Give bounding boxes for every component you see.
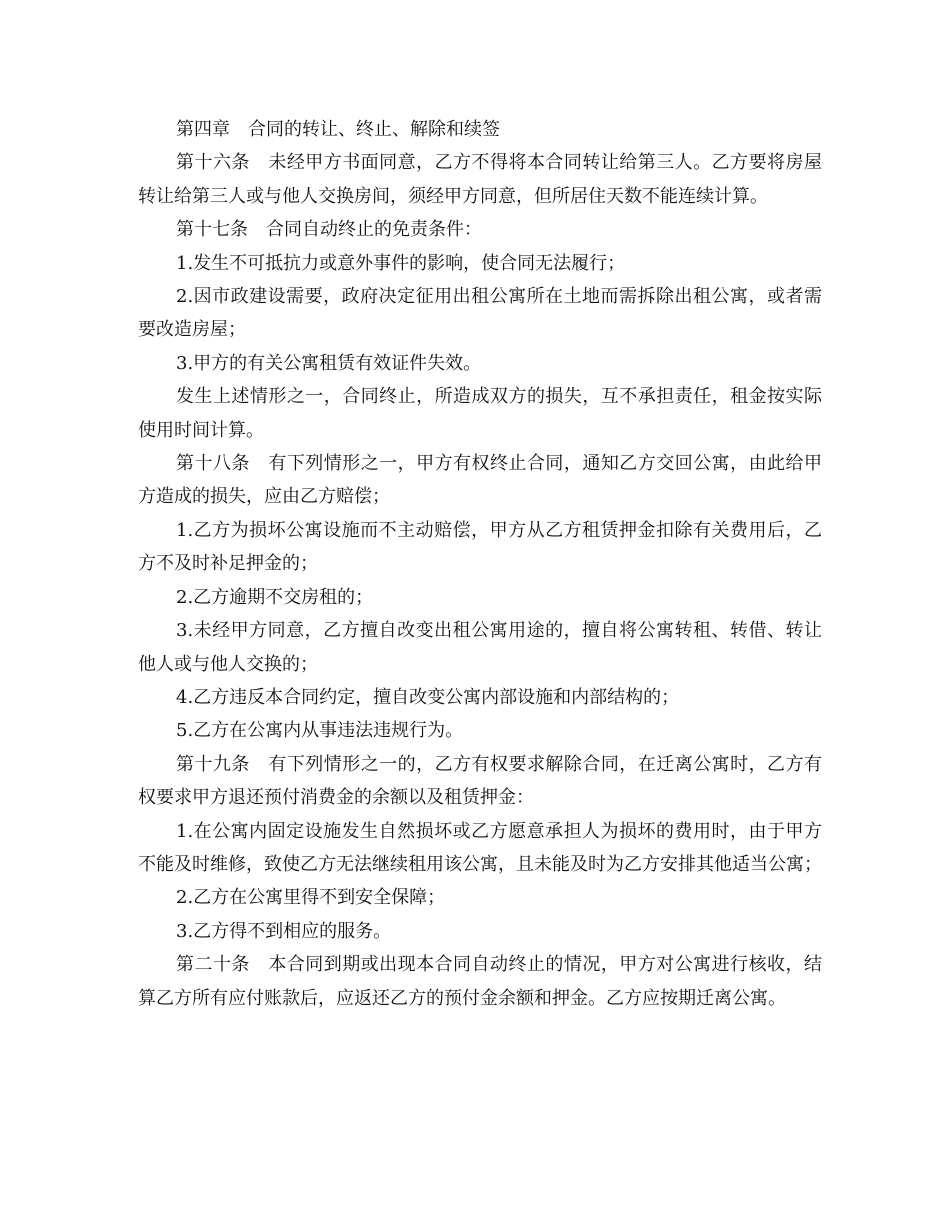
article-19-item-2: 2.乙方在公寓里得不到安全保障； [176, 887, 446, 909]
article-19-item-1: 1.在公寓内固定设施发生自然损坏或乙方愿意承担人为损坏的费用时，由于甲方不能及时维修，致使乙方无法继续租用该公寓，且未能及时为乙方安排其他适当公寓； [138, 820, 822, 875]
chapter-heading: 第四章 合同的转让、终止、解除和续签 [176, 119, 500, 140]
article-18: 第十八条 有下列情形之一，甲方有权终止合同，通知乙方交回公寓，由此给甲方造成的损失，应由乙方赔偿； [138, 453, 822, 508]
article-17-item-3: 3.甲方的有关公寓租赁有效证件失效。 [176, 352, 482, 374]
article-19-item-3: 3.乙方得不到相应的服务。 [176, 920, 392, 942]
document-body [138, 113, 822, 1015]
article-17: 第十七条 合同自动终止的免责条件： [176, 219, 482, 241]
article-20: 第二十条 本合同到期或出现本合同自动终止的情况，甲方对公寓进行核收，结算乙方所有应付账款后，应返还乙方的预付金余额和押金。乙方应按期迁离公寓。 [138, 954, 822, 1009]
article-18-item-4: 4.乙方违反本合同约定，擅自改变公寓内部设施和内部结构的； [176, 686, 680, 708]
article-17-summary: 发生上述情形之一，合同终止，所造成双方的损失，互不承担责任，租金按实际使用时间计算。 [138, 386, 822, 441]
article-17-item-2: 2.因市政建设需要，政府决定征用出租公寓所在土地而需拆除出租公寓，或者需要改造房屋； [138, 286, 822, 341]
article-18-item-3: 3.未经甲方同意，乙方擅自改变出租公寓用途的，擅自将公寓转租、转借、转让他人或与他人交换的； [138, 620, 822, 675]
article-19: 第十九条 有下列情形之一的，乙方有权要求解除合同，在迁离公寓时，乙方有权要求甲方退还预付消费金的余额以及租赁押金： [138, 753, 822, 809]
article-16: 第十六条 未经甲方书面同意，乙方不得将本合同转让给第三人。乙方要将房屋转让给第三人或与他人交换房间，须经甲方同意，但所居住天数不能连续计算。 [138, 152, 822, 207]
article-18-item-1: 1.乙方为损坏公寓设施而不主动赔偿，甲方从乙方租赁押金扣除有关费用后，乙方不及时补足押金的； [138, 519, 822, 575]
article-18-item-2: 2.乙方逾期不交房租的； [176, 586, 374, 608]
article-17-item-1: 1.发生不可抵抗力或意外事件的影响，使合同无法履行； [176, 252, 626, 274]
article-18-item-5: 5.乙方在公寓内从事违法违规行为。 [176, 720, 464, 742]
